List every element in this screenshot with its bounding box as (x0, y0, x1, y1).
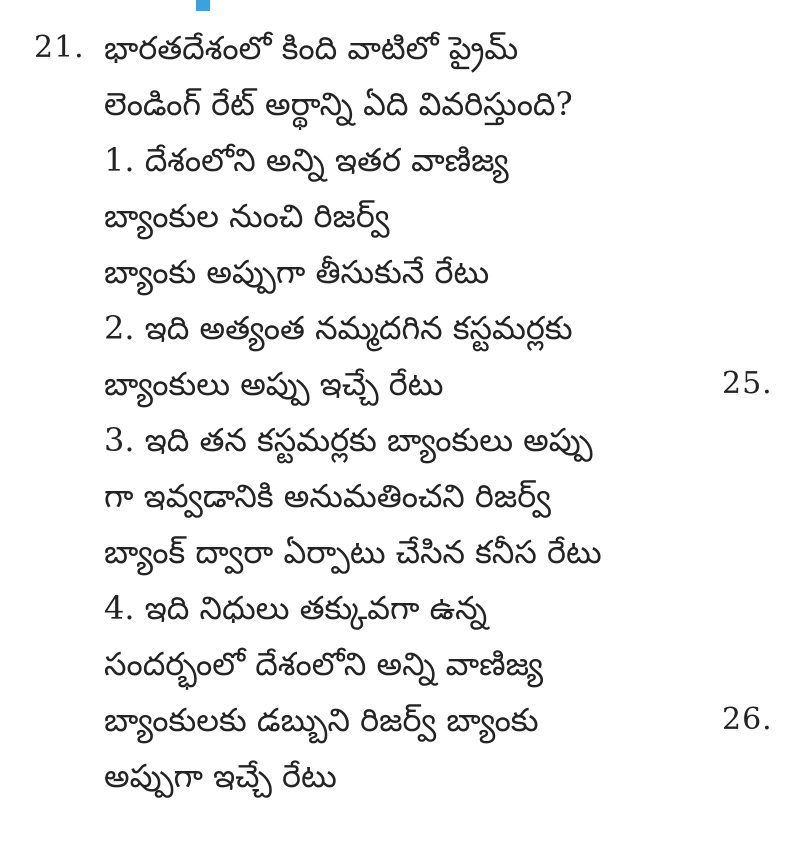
option-2-line-2: బ్యాంకులు అప్పు ఇచ్చే రేటు (104, 365, 444, 403)
option-4-line-4: అప్పుగా ఇచ్చే రేటు (104, 757, 337, 795)
option-3-line-3: బ్యాంక్ ద్వారా ఏర్పాటు చేసిన కనీస రేటు (104, 533, 602, 571)
next-question-number-26: 26. (722, 702, 773, 737)
question-stem-line-1: భారతదేశంలో కింది వాటిలో ప్రైమ్ (104, 29, 519, 67)
option-1-line-3: బ్యాంకు అప్పుగా తీసుకునే రేటు (104, 253, 490, 291)
next-question-number-25: 25. (722, 366, 773, 401)
option-1-line-2: బ్యాంకుల నుంచి రిజర్వ్ (104, 197, 390, 235)
option-3-line-2: గా ఇవ్వడానికి అనుమతించని రిజర్వ్ (104, 477, 551, 515)
option-4-line-1: 4. ఇది నిధులు తక్కువగా ఉన్న (104, 589, 488, 627)
option-1-line-1: 1. దేశంలోని అన్ని ఇతర వాణిజ్య (104, 141, 509, 179)
option-2-line-1: 2. ఇది అత్యంత నమ్మదగిన కస్టమర్లకు (104, 309, 573, 347)
question-stem-line-2: లెండింగ్ రేట్ అర్థాన్ని ఏది వివరిస్తుంది? (104, 85, 573, 123)
option-4-line-3: బ్యాంకులకు డబ్బుని రిజర్వ్ బ్యాంకు (104, 701, 539, 739)
option-3-line-1: 3. ఇది తన కస్టమర్లకు బ్యాంకులు అప్పు (104, 421, 593, 459)
option-4-line-2: సందర్భంలో దేశంలోని అన్ని వాణిజ్య (104, 645, 544, 683)
top-accent-mark (196, 0, 210, 11)
question-number: 21. (34, 30, 85, 65)
